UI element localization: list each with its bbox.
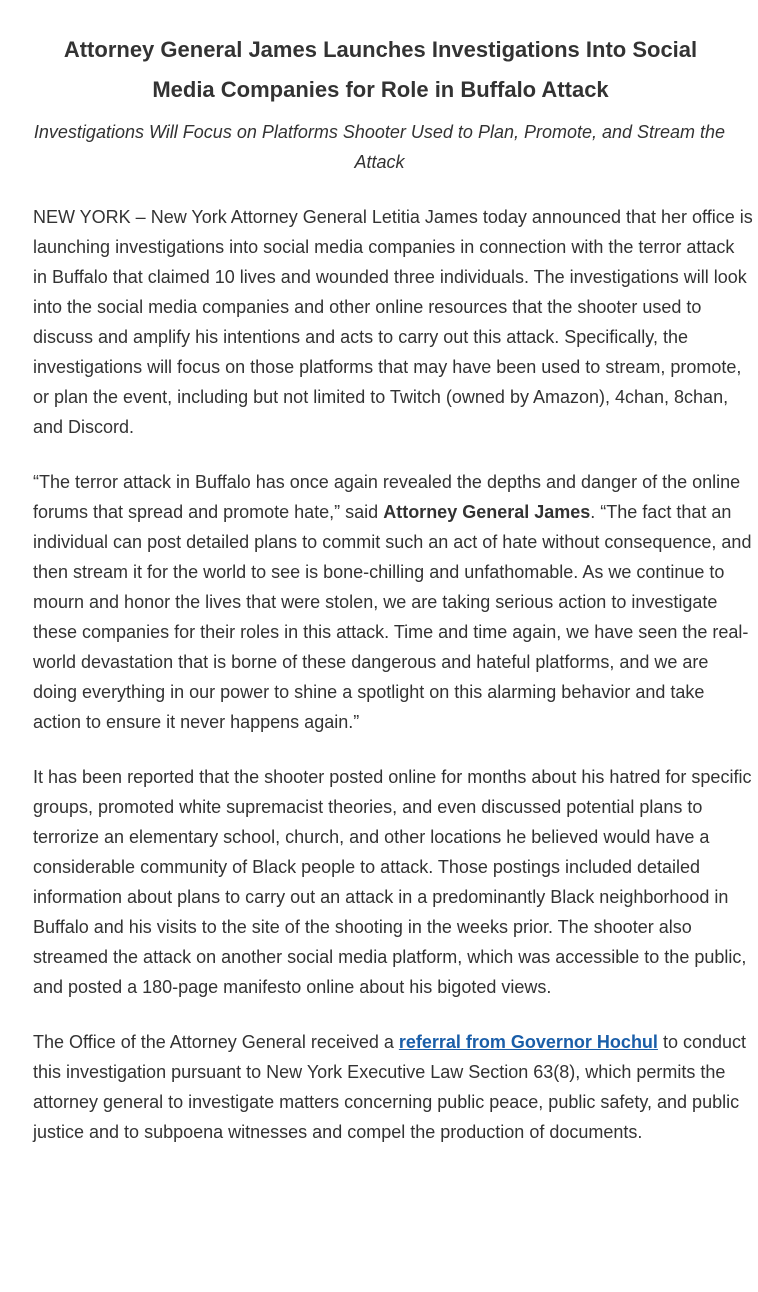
referral-link[interactable]: referral from Governor Hochul	[398, 1032, 658, 1052]
article-subtitle: Investigations Will Focus on Platforms Shooter Used to Plan, Promote, and Stream the Attack	[33, 122, 726, 172]
article-title: Attorney General James Launches Investigations Into Social Media Companies for Role in Buffalo Attack	[63, 37, 698, 102]
paragraph-announcement: NEW YORK – New York Attorney General Letitia James today announced that her office is launching investigations into social media companies in connection with the terror attack in Buffalo that claimed 10 lives and wounded three individuals. The investigations will look into the social media companies and other online resources that the shooter used to discuss and amplify his intentions and acts to carry out this attack. Specifically, the investigations will focus on those platforms that may have been used to stream, promote, or plan the event, including but not limited to Twitch (owned by Amazon), 4chan, 8chan, and Discord.	[33, 207, 753, 437]
speaker-name: Attorney General James	[383, 502, 591, 522]
referral-text-end: to conduct this investigation pursuant to New York Executive Law Section 63(8), which permits the attorney general to investigate matters concerning public peace, public safety, and public justice and to subpoena witnesses and compel the production of documents.	[33, 1032, 746, 1142]
paragraph-quote	[33, 467, 753, 737]
paragraph-background: It has been reported that the shooter posted online for months about his hatred for specific groups, promoted white supremacist theories, and even discussed potential plans to terrorize an elementary school, church, and other locations he believed would have a considerable community of Black people to attack. Those postings included detailed information about plans to carry out an attack in a predominantly Black neighborhood in Buffalo and his visits to the site of the shooting in the weeks prior. The shooter also streamed the attack on another social media platform, which was accessible to the public, and posted a 180-page manifesto online about his bigoted views.	[33, 767, 752, 997]
quote-text-start: “The terror attack in Buffalo has once again revealed the depths and danger of the online forums that spread and promote hate,” said	[33, 472, 741, 522]
quote-text-end: . “The fact that an individual can post detailed plans to commit such an act of hate without consequence, and then stream it for the world to see is bone-chilling and unfathomable. As we continue to mourn and honor the lives that were stolen, we are taking serious action to investigate these companies for their roles in this attack. Time and time again, we have seen the real-world devastation that is borne of these dangerous and hateful platforms, and we are doing everything in our power to shine a spotlight on this alarming behavior and take action to ensure it never happens again.”	[33, 502, 752, 732]
paragraph-referral	[33, 1027, 753, 1147]
referral-text-start: The Office of the Attorney General received a	[33, 1032, 399, 1052]
